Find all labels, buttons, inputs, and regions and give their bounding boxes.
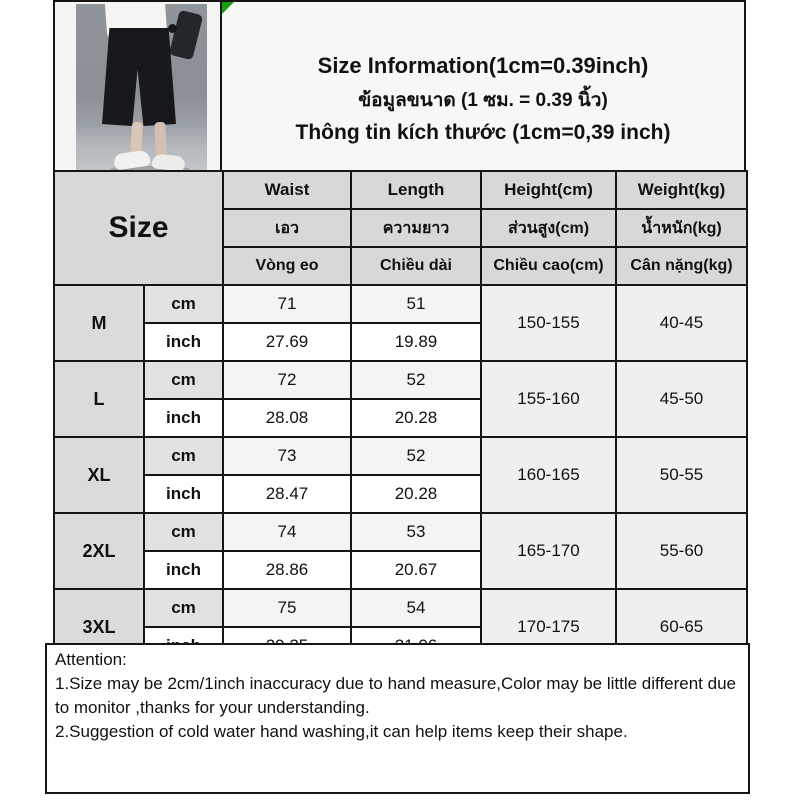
unit-label-cm: cm	[144, 589, 223, 627]
weight-range-value: 60-65	[616, 589, 747, 665]
height-range-value: 155-160	[481, 361, 616, 437]
height-range-value: 160-165	[481, 437, 616, 513]
height-range-value: 170-175	[481, 589, 616, 665]
waist-inch-value: 28.47	[223, 475, 351, 513]
waist-cm-value: 75	[223, 589, 351, 627]
right-leg-shape	[154, 122, 166, 157]
table-row	[54, 437, 747, 475]
attention-note-2: 2.Suggestion of cold water hand washing,it can help items keep their shape.	[55, 722, 628, 742]
waist-cm-value: 74	[223, 513, 351, 551]
length-inch-value: 20.28	[351, 475, 481, 513]
title-thai: ข้อมูลขนาด (1 ซม. = 0.39 นิ้ว)	[358, 90, 608, 111]
col-header-height-th: ส่วนสูง(cm)	[481, 209, 616, 247]
col-header-waist-vi: Vòng eo	[223, 247, 351, 285]
col-header-waist-th: เอว	[223, 209, 351, 247]
attention-note-1: 1.Size may be 2cm/1inch inaccuracy due to hand measure,Color may be little different due to monitor ,thanks for your understanding.	[55, 674, 736, 718]
weight-range-value: 55-60	[616, 513, 747, 589]
col-header-length-vi: Chiều dài	[351, 247, 481, 285]
weight-range-value: 40-45	[616, 285, 747, 361]
unit-label-inch: inch	[144, 551, 223, 589]
col-header-length-en: Length	[351, 171, 481, 209]
col-header-weight-en: Weight(kg)	[616, 171, 747, 209]
title-cell	[222, 2, 744, 172]
unit-label-cm: cm	[144, 361, 223, 399]
length-cm-value: 52	[351, 361, 481, 399]
product-photo	[76, 4, 207, 170]
size-table	[53, 170, 748, 666]
arm-shape	[169, 10, 203, 60]
green-corner-marker-icon	[222, 2, 234, 14]
length-cm-value: 54	[351, 589, 481, 627]
waist-cm-value: 71	[223, 285, 351, 323]
unit-label-inch: inch	[144, 399, 223, 437]
size-label-3xl: 3XL	[54, 589, 144, 665]
watch-shape	[168, 24, 177, 33]
unit-label-cm: cm	[144, 437, 223, 475]
title-vietnamese: Thông tin kích thước (1cm=0,39 inch)	[295, 121, 671, 144]
right-sneaker-shape	[151, 153, 185, 170]
length-inch-value: 20.28	[351, 399, 481, 437]
waist-cm-value: 73	[223, 437, 351, 475]
length-inch-value: 20.67	[351, 551, 481, 589]
col-header-height-vi: Chiều cao(cm)	[481, 247, 616, 285]
length-cm-value: 53	[351, 513, 481, 551]
size-label-xl: XL	[54, 437, 144, 513]
waist-cm-value: 72	[223, 361, 351, 399]
title-english: Size Information(1cm=0.39inch)	[317, 53, 649, 78]
product-photo-cell	[55, 2, 222, 172]
col-header-weight-th: น้ำหนัก(kg)	[616, 209, 747, 247]
table-row	[54, 361, 747, 399]
col-header-length-th: ความยาว	[351, 209, 481, 247]
size-label-m: M	[54, 285, 144, 361]
waist-inch-value: 28.08	[223, 399, 351, 437]
attention-box	[45, 643, 750, 794]
unit-label-cm: cm	[144, 285, 223, 323]
table-row	[54, 589, 747, 627]
size-label-2xl: 2XL	[54, 513, 144, 589]
waist-inch-value: 27.69	[223, 323, 351, 361]
size-header-cell: Size	[54, 171, 223, 285]
length-cm-value: 51	[351, 285, 481, 323]
height-range-value: 150-155	[481, 285, 616, 361]
waist-inch-value: 28.86	[223, 551, 351, 589]
header-row-english	[54, 171, 747, 209]
unit-label-inch: inch	[144, 323, 223, 361]
unit-label-cm: cm	[144, 513, 223, 551]
cropped-pants-shape	[102, 28, 176, 126]
top-strip	[53, 0, 746, 172]
length-cm-value: 52	[351, 437, 481, 475]
col-header-height-en: Height(cm)	[481, 171, 616, 209]
col-header-weight-vi: Cân nặng(kg)	[616, 247, 747, 285]
weight-range-value: 45-50	[616, 361, 747, 437]
height-range-value: 165-170	[481, 513, 616, 589]
table-row	[54, 513, 747, 551]
weight-range-value: 50-55	[616, 437, 747, 513]
attention-heading: Attention:	[55, 650, 127, 669]
col-header-waist-en: Waist	[223, 171, 351, 209]
length-inch-value: 19.89	[351, 323, 481, 361]
size-label-l: L	[54, 361, 144, 437]
table-row	[54, 285, 747, 323]
unit-label-inch: inch	[144, 475, 223, 513]
